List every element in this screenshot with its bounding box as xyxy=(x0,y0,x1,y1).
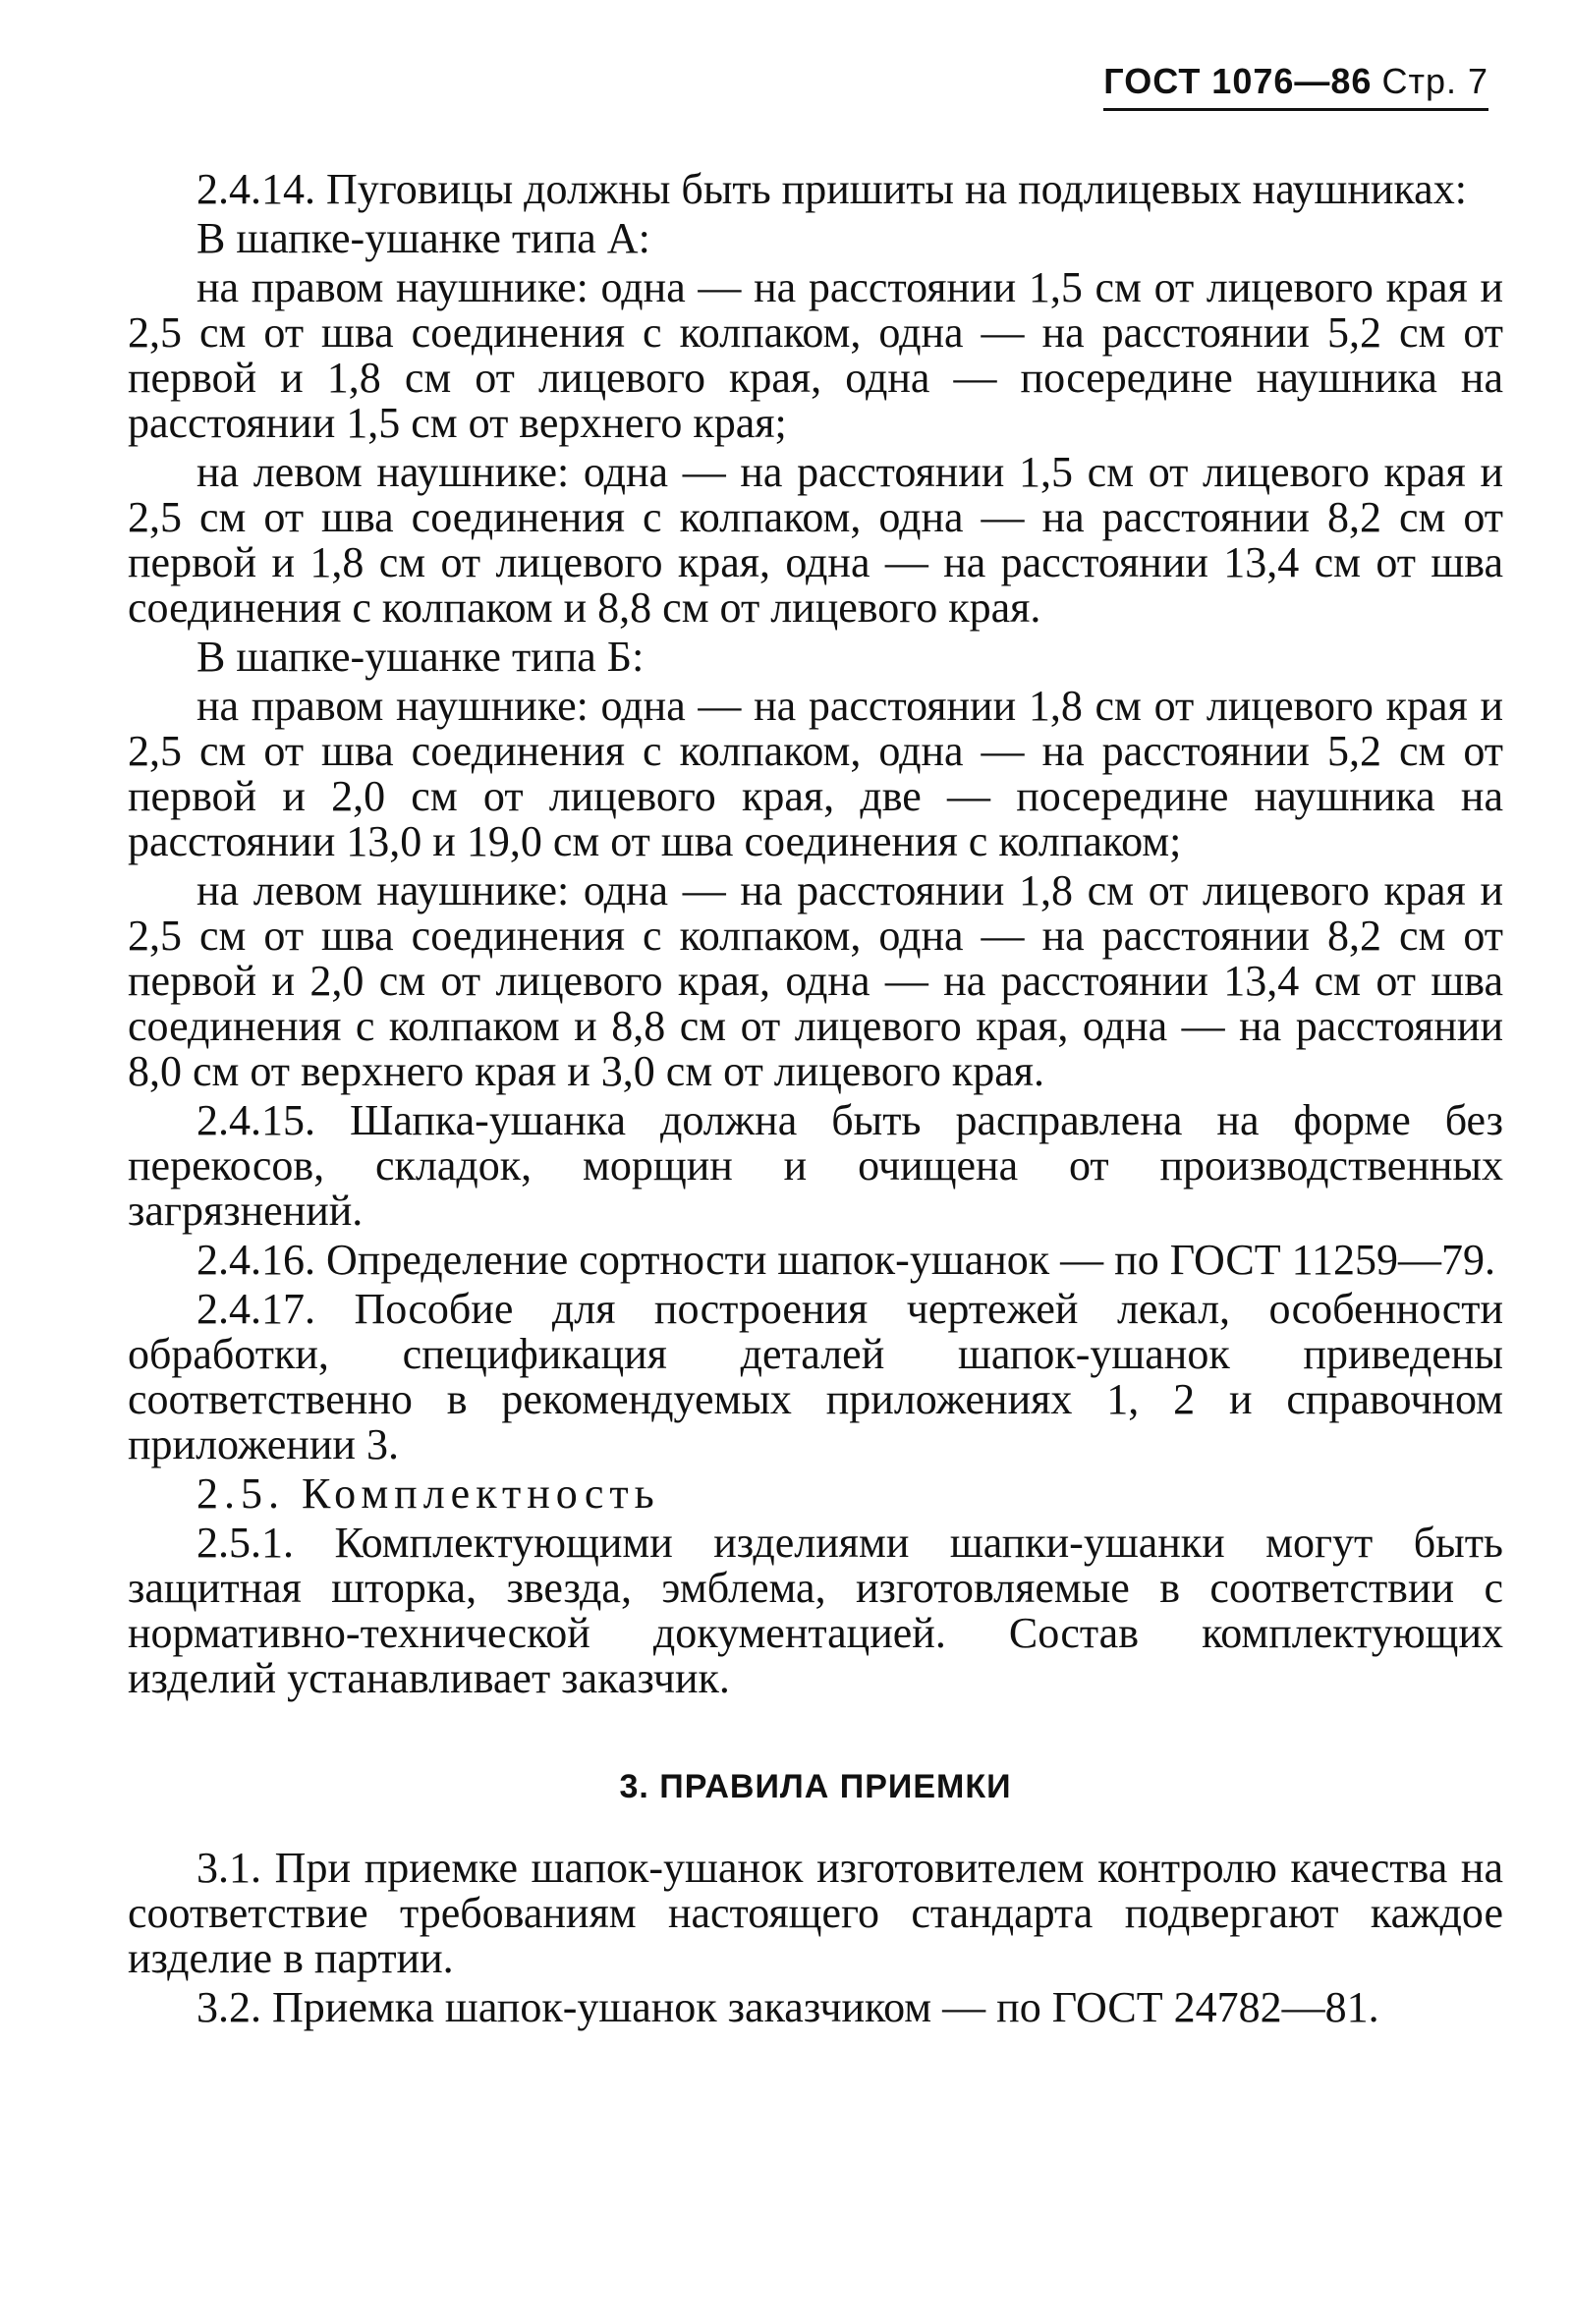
page-number: Стр. 7 xyxy=(1381,61,1488,101)
paragraph-type-a-heading: В шапке-ушанке типа А: xyxy=(196,214,650,262)
paragraph-3-2: 3.2. Приемка шапок-ушанок заказчиком — по ГОСТ 24782—81. xyxy=(196,1983,1379,2031)
subsection-2-5-title xyxy=(128,1471,1503,1517)
paragraph-2-5-1: 2.5.1. Комплектующими изделиями шапки-ушанки могут быть защитная шторка, звезда, эмблема, изготовляемые в соответствии с нормативно-технической документацией. Состав комплектующих изделий устанавливает заказчик. xyxy=(128,1519,1503,1702)
paragraph-type-b-left: на левом наушнике: одна — на расстоянии 1,8 см от лицевого края и 2,5 см от шва соединения с колпаком, одна — на расстоянии 8,2 см от первой и 2,0 см от лицевого края, одна — на расстоянии 13,4 см от шва соединения с колпаком и 8,8 см от лицевого края, одна — на расстоянии 8,0 см от верхнего края и 3,0 см от лицевого края. xyxy=(128,866,1503,1095)
paragraph-2-4-17: 2.4.17. Пособие для построения чертежей лекал, особенности обработки, спецификация деталей шапок-ушанок приведены соответственно в рекомендуемых приложениях 1, 2 и справочном приложении 3. xyxy=(128,1285,1503,1468)
document-body xyxy=(128,167,1503,2034)
section-3-heading: 3. ПРАВИЛА ПРИЕМКИ xyxy=(619,1768,1012,1805)
paragraph-type-b-right: на правом наушнике: одна — на расстоянии 1,8 см от лицевого края и 2,5 см от шва соединения с колпаком, одна — на расстоянии 5,2 см от первой и 2,0 см от лицевого края, две — посередине наушника на расстоянии 13,0 и 19,0 см от шва соединения с колпаком; xyxy=(128,682,1503,865)
paragraph-2-4-16: 2.4.16. Определение сортности шапок-ушанок — по ГОСТ 11259—79. xyxy=(196,1236,1495,1284)
paragraph-3-1: 3.1. При приемке шапок-ушанок изготовителем контролю качества на соответствие требованиям настоящего стандарта подвергают каждое изделие в партии. xyxy=(128,1844,1503,1982)
paragraph-2-4-15: 2.4.15. Шапка-ушанка должна быть расправлена на форме без перекосов, складок, морщин и очищена от производственных загрязнений. xyxy=(128,1096,1503,1235)
subsection-title: Комплектность xyxy=(302,1469,660,1518)
document-code: ГОСТ 1076—86 xyxy=(1103,61,1373,101)
paragraph-type-b-heading: В шапке-ушанке типа Б: xyxy=(196,633,645,681)
page-header xyxy=(1103,61,1488,111)
subsection-number: 2.5. xyxy=(196,1469,285,1518)
paragraph-type-a-left: на левом наушнике: одна — на расстоянии 1,5 см от лицевого края и 2,5 см от шва соединения с колпаком, одна — на расстоянии 8,2 см от первой и 1,8 см от лицевого края, одна — на расстоянии 13,4 см от шва соединения с колпаком и 8,8 см от лицевого края. xyxy=(128,448,1503,632)
paragraph-type-a-right: на правом наушнике: одна — на расстоянии 1,5 см от лицевого края и 2,5 см от шва соединения с колпаком, одна — на расстоянии 5,2 см от первой и 1,8 см от лицевого края, одна — посередине наушника на расстоянии 1,5 см от верхнего края; xyxy=(128,263,1503,447)
paragraph-2-4-14: 2.4.14. Пуговицы должны быть пришиты на подлицевых наушниках: xyxy=(196,165,1467,213)
